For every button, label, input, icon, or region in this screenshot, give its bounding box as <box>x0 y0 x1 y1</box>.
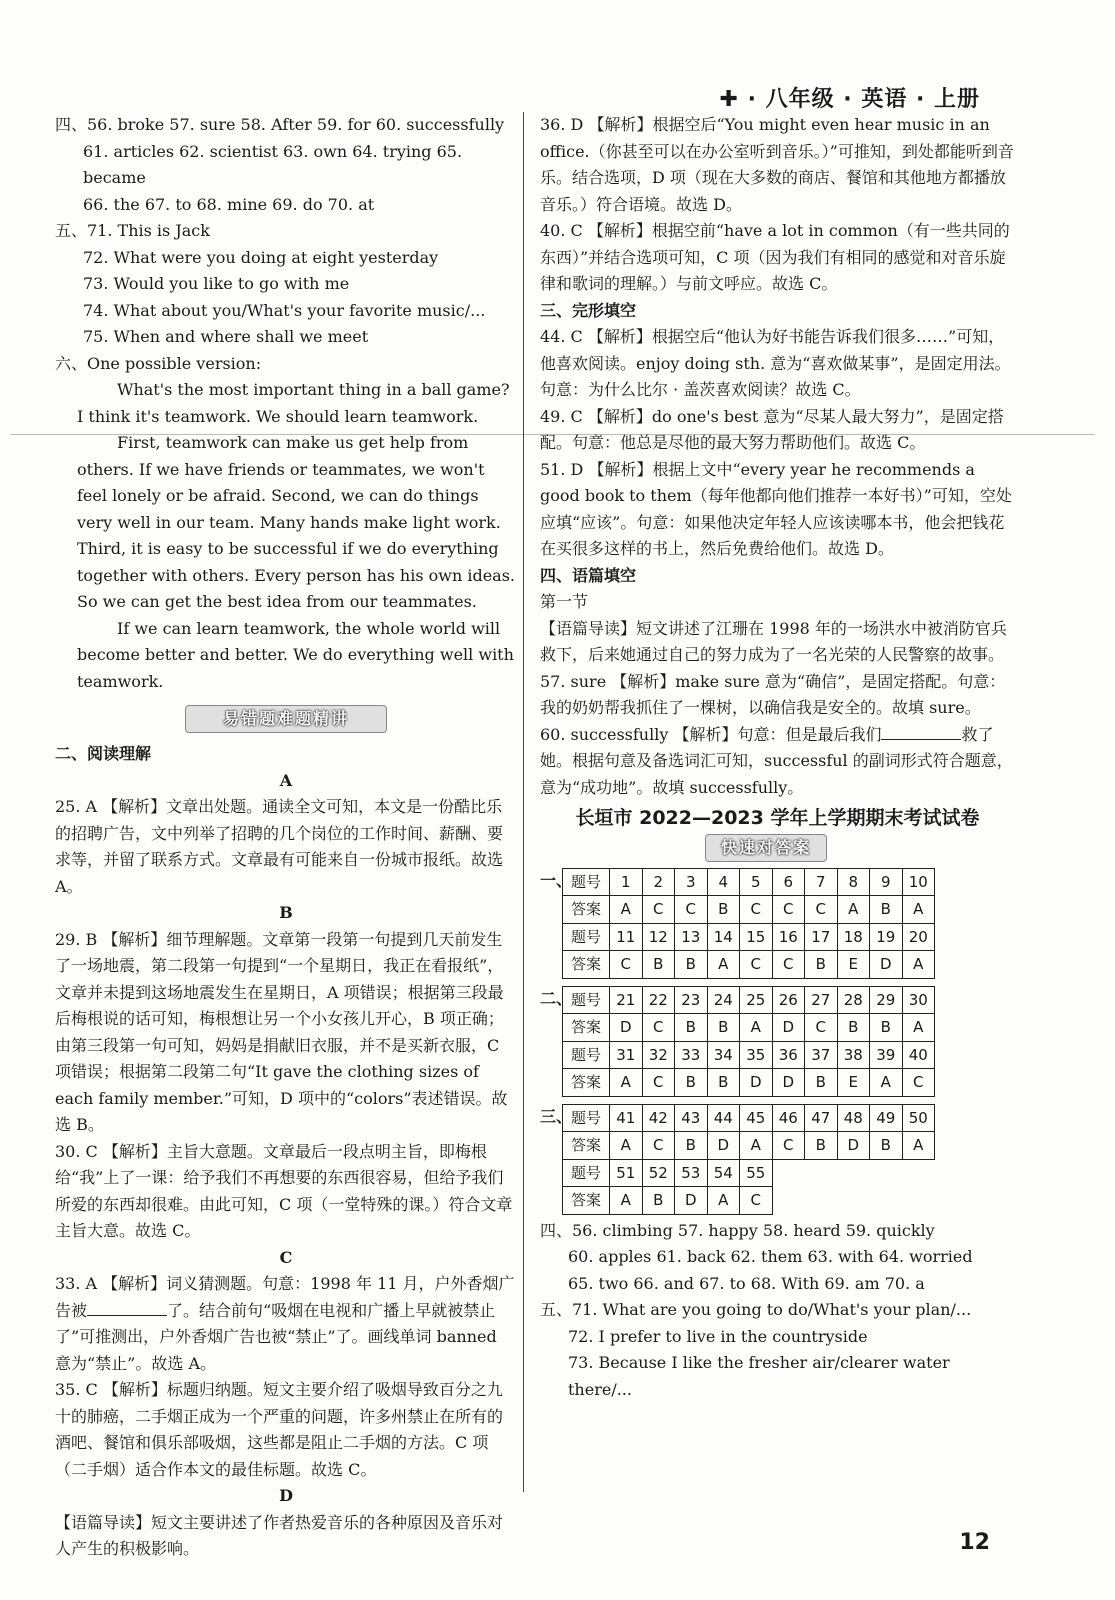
explanation-part: 救了她。根据句意及备选词汇可知，successful 的副词形式符合题意，意为“成功地”。故填 successfully。 <box>540 724 1013 797</box>
answer-table <box>562 868 935 979</box>
explanation: 57. sure 【解析】make sure 意为“确信”，是固定搭配。句意：我的奶奶帮我抓住了一棵树，以确信我是安全的。故填 sure。 <box>540 671 1006 717</box>
answer-line: 五、71. This is Jack <box>55 221 210 240</box>
answer-table <box>562 1104 935 1215</box>
answer-cell: C <box>675 896 708 924</box>
exam-title: 长垣市 2022—2023 学年上学期期末考试试卷 <box>575 807 980 829</box>
answer-line: 四、56. broke 57. sure 58. After 59. for 60. successfully <box>55 115 505 134</box>
answer-table <box>562 986 935 1097</box>
question-number-cell: 39 <box>870 1041 903 1069</box>
question-number-cell: 35 <box>740 1041 773 1069</box>
page-number: 12 <box>959 1530 990 1555</box>
answer-cell: E <box>837 1069 870 1097</box>
answer-cell: A <box>610 1069 643 1097</box>
answer-cell: B <box>675 1069 708 1097</box>
answer-cell: B <box>642 951 675 979</box>
explanation-part: 33. A 【解析】词义猜测题。句意：1998 年 11 月，户外香烟广告被 <box>55 1274 515 1320</box>
essay-paragraph: What's the most important thing in a ball game? I think it's teamwork. We should learn teamwork. <box>77 380 510 426</box>
question-number-cell: 30 <box>902 986 935 1014</box>
answer-line: 73. Because I like the fresher air/clearer water there/... <box>568 1353 950 1399</box>
question-number-cell: 36 <box>772 1041 805 1069</box>
question-number-cell: 34 <box>707 1041 740 1069</box>
answer-cell: C <box>740 1187 773 1215</box>
fill-blank <box>87 1301 167 1316</box>
row-label: 答案 <box>563 1132 610 1160</box>
passage-letter: B <box>279 903 293 922</box>
question-number-cell: 43 <box>675 1104 708 1132</box>
part-mark: 二、 <box>540 988 573 1008</box>
answer-cell: C <box>805 1014 838 1042</box>
explanation: 30. C 【解析】主旨大意题。文章最后一段点明主旨，即梅根给“我”上了一课：给予我们不再想要的东西很容易，但给予我们所爱的东西却很难。由此可知，C 项（一堂特殊的课。）符合文章主旨大意。故选 C。 <box>55 1141 513 1240</box>
answer-cell: D <box>837 1132 870 1160</box>
question-number-cell: 23 <box>675 986 708 1014</box>
answer-line: 66. the 67. to 68. mine 69. do 70. at <box>83 194 375 214</box>
answer-row <box>563 896 935 924</box>
question-number-cell: 40 <box>902 1041 935 1069</box>
section-title: 四、语篇填空 <box>540 565 637 585</box>
question-number-cell: 2 <box>642 868 675 896</box>
question-number-cell: 18 <box>837 923 870 951</box>
answer-line: 五、71. What are you going to do/What's your plan/... <box>540 1300 972 1319</box>
answer-cell: B <box>870 1014 903 1042</box>
answer-part-2 <box>540 986 1015 1100</box>
question-number-cell: 45 <box>740 1104 773 1132</box>
answer-cell: C <box>772 951 805 979</box>
question-number-cell: 3 <box>675 868 708 896</box>
explanation: 49. C 【解析】do one's best 意为“尽某人最大努力”，是固定搭配。句意：他总是尽他的最大努力帮助他们。故选 C。 <box>540 406 1004 452</box>
question-number-cell: 44 <box>707 1104 740 1132</box>
answer-line: 65. two 66. and 67. to 68. With 69. am 70. a <box>568 1273 925 1293</box>
answer-cell: B <box>837 1014 870 1042</box>
answer-cell: A <box>902 1014 935 1042</box>
answer-row <box>563 1187 935 1215</box>
answer-cell: A <box>870 1069 903 1097</box>
explanation <box>55 1271 517 1377</box>
answer-cell: C <box>805 896 838 924</box>
question-number-cell: 17 <box>805 923 838 951</box>
answer-row <box>563 1132 935 1160</box>
answer-line: 61. articles 62. scientist 63. own 64. trying 65. became <box>83 141 463 187</box>
explanation <box>540 722 1015 802</box>
answer-cell: A <box>610 1132 643 1160</box>
answer-line: 72. What were you doing at eight yesterday <box>83 247 439 267</box>
answer-cell: D <box>772 1069 805 1097</box>
question-number-cell: 31 <box>610 1041 643 1069</box>
row-label: 题号 <box>563 868 610 896</box>
question-number-cell: 51 <box>610 1159 643 1187</box>
subsection-title: 第一节 <box>540 592 589 611</box>
watermark-logo <box>905 1505 1105 1585</box>
question-number-cell: 47 <box>805 1104 838 1132</box>
answer-cell: A <box>740 1014 773 1042</box>
question-number-cell: 25 <box>740 986 773 1014</box>
question-number-cell: 27 <box>805 986 838 1014</box>
row-label: 答案 <box>563 1069 610 1097</box>
question-number-cell: 21 <box>610 986 643 1014</box>
answer-cell: B <box>707 1014 740 1042</box>
answer-cell: D <box>707 1132 740 1160</box>
answer-row <box>563 951 935 979</box>
row-label: 答案 <box>563 951 610 979</box>
explanation: 36. D 【解析】根据空后“You might even hear music in an office.（你甚至可以在办公室听到音乐。）”可推知，到处都能听到音乐。结合选项，D 项（现在大多数的商店、餐馆和其他地方都播放音乐。）符合语境。故选 D。 <box>540 115 1014 214</box>
question-number-cell: 28 <box>837 986 870 1014</box>
answer-cell: C <box>642 896 675 924</box>
question-number-cell: 41 <box>610 1104 643 1132</box>
answer-cell: A <box>610 896 643 924</box>
answer-cell: D <box>610 1014 643 1042</box>
question-number-cell: 53 <box>675 1159 708 1187</box>
answer-line: 72. I prefer to live in the countryside <box>568 1326 868 1346</box>
row-label: 题号 <box>563 1159 610 1187</box>
question-number-cell: 49 <box>870 1104 903 1132</box>
question-number-cell: 6 <box>772 868 805 896</box>
question-number-cell: 8 <box>837 868 870 896</box>
row-label: 题号 <box>563 986 610 1014</box>
left-column <box>55 112 517 1563</box>
answer-cell: B <box>805 951 838 979</box>
question-number-cell: 54 <box>707 1159 740 1187</box>
answer-cell: B <box>707 896 740 924</box>
answer-cell: B <box>870 896 903 924</box>
question-number-cell: 50 <box>902 1104 935 1132</box>
essay-paragraph: First, teamwork can make us get help from others. If we have friends or teammates, we won't feel lonely or be afraid. Second, we can do things very well in our team. Many hands make light work. Third, it is easy to be successful if we do everything together with others. Every person has his own ideas. So we can get the best idea from our teammates. <box>77 433 516 611</box>
question-number-row <box>563 1041 935 1069</box>
question-number-cell: 16 <box>772 923 805 951</box>
question-number-cell: 26 <box>772 986 805 1014</box>
part-mark: 一、 <box>540 870 573 890</box>
section-banner: 快速对答案 <box>705 834 827 862</box>
answer-cell: B <box>805 1069 838 1097</box>
row-label: 题号 <box>563 923 610 951</box>
passage-letter: D <box>279 1486 293 1505</box>
answer-cell: A <box>740 1132 773 1160</box>
page-header: ✚ · 八年级 · 英语 · 上册 <box>719 87 980 112</box>
row-label: 题号 <box>563 1104 610 1132</box>
answer-cell: C <box>902 1069 935 1097</box>
question-number-cell: 5 <box>740 868 773 896</box>
question-number-cell: 10 <box>902 868 935 896</box>
answer-cell: A <box>707 951 740 979</box>
question-number-row <box>563 1104 935 1132</box>
answer-cell: B <box>642 1187 675 1215</box>
answer-cell: C <box>642 1132 675 1160</box>
answer-cell: C <box>740 951 773 979</box>
explanation: 29. B 【解析】细节理解题。文章第一段第一句提到几天前发生了一场地震，第二段第一句提到“一个星期日，我正在看报纸”，文章并未提到这场地震发生在星期日，A 项错误；根据第三段最后梅根说的话可知，梅根想让另一个小女孩儿开心，B 项正确；由第三段第一句可知，妈妈是捐献旧衣服，并不是买新衣服，C 项错误；根据第二段第二句“It gave the clothing sizes of each family member.”可知，D 项中的“colors”表述错误。故选 B。 <box>55 929 508 1134</box>
answer-cell: C <box>642 1069 675 1097</box>
answer-line: 四、56. climbing 57. happy 58. heard 59. quickly <box>540 1220 935 1240</box>
answer-row <box>563 1069 935 1097</box>
explanation: 25. A 【解析】文章出处题。通读全文可知，本文是一份酷比乐的招聘广告，文中列举了招聘的几个岗位的工作时间、薪酬、要求等，并留了联系方式。文章最有可能来自一份城市报纸。故选 A。 <box>55 797 504 896</box>
answer-cell: A <box>902 951 935 979</box>
explanation-part: 了。结合前句“吸烟在电视和广播上早就被禁止了”可推测出，户外香烟广告也被“禁止”了。画线单词 banned 意为“禁止”。故选 A。 <box>55 1300 497 1373</box>
section-title: 二、阅读理解 <box>55 744 152 763</box>
answer-cell: D <box>870 951 903 979</box>
question-number-row <box>563 868 935 896</box>
answer-cell: C <box>772 1132 805 1160</box>
answer-cell: D <box>675 1187 708 1215</box>
passage-guide: 【语篇导读】短文讲述了江珊在 1998 年的一场洪水中被消防官兵救下，后来她通过自己的努力成为了一名光荣的人民警察的故事。 <box>540 618 1007 664</box>
row-label: 答案 <box>563 1187 610 1215</box>
explanation: 40. C 【解析】根据空前“have a lot in common（有一些共同的东西）”并结合选项可知，C 项（因为我们有相同的感觉和对音乐旋律和歌词的理解。）与前文呼应。故选 C。 <box>540 221 1010 293</box>
answer-cell: E <box>837 951 870 979</box>
explanation: 51. D 【解析】根据上文中“every year he recommends a good book to them（每年他都向他们推荐一本好书）”可知，空处应填“应该”。句意：如果他决定年轻人应该读哪本书，他会把钱花在买很多这样的书上，然后免费给他们。故选 D。 <box>540 459 1012 558</box>
answer-cell: B <box>805 1132 838 1160</box>
section-banner: 易错题难题精讲 <box>185 705 387 733</box>
answer-cell: B <box>675 1014 708 1042</box>
question-number-cell: 22 <box>642 986 675 1014</box>
fill-blank <box>881 725 961 740</box>
question-number-cell: 14 <box>707 923 740 951</box>
question-number-cell: 1 <box>610 868 643 896</box>
answer-cell: A <box>707 1187 740 1215</box>
answer-line: 73. Would you like to go with me <box>83 274 350 293</box>
answer-row <box>563 1014 935 1042</box>
essay-title: 六、One possible version: <box>55 353 262 373</box>
question-number-row <box>563 1159 935 1187</box>
answer-part-1 <box>540 868 1015 982</box>
answer-cell: C <box>772 896 805 924</box>
row-label: 答案 <box>563 896 610 924</box>
question-number-cell: 4 <box>707 868 740 896</box>
answer-cell: B <box>675 1132 708 1160</box>
answer-line: 60. apples 61. back 62. them 63. with 64. worried <box>568 1247 973 1266</box>
question-number-cell: 19 <box>870 923 903 951</box>
row-label: 答案 <box>563 1014 610 1042</box>
answer-cell: B <box>870 1132 903 1160</box>
column-divider <box>523 112 524 1492</box>
essay-paragraph: If we can learn teamwork, the whole world will become better and better. We do everything well with teamwork. <box>77 618 514 691</box>
section-title: 三、完形填空 <box>540 300 637 320</box>
answer-cell: C <box>642 1014 675 1042</box>
answer-cell: A <box>837 896 870 924</box>
explanation-part: 60. successfully 【解析】句意：但是最后我们 <box>540 724 882 744</box>
question-number-row <box>563 923 935 951</box>
question-number-cell: 11 <box>610 923 643 951</box>
question-number-cell: 12 <box>642 923 675 951</box>
answer-cell: D <box>772 1014 805 1042</box>
question-number-cell: 13 <box>675 923 708 951</box>
question-number-cell: 29 <box>870 986 903 1014</box>
answer-cell: C <box>740 896 773 924</box>
answer-cell: C <box>610 951 643 979</box>
question-number-cell: 7 <box>805 868 838 896</box>
passage-letter: A <box>279 770 293 790</box>
question-number-cell: 46 <box>772 1104 805 1132</box>
answer-cell: D <box>740 1069 773 1097</box>
answer-cell: A <box>902 1132 935 1160</box>
question-number-cell: 32 <box>642 1041 675 1069</box>
passage-guide: 【语篇导读】短文主要讲述了作者热爱音乐的各种原因及音乐对人产生的积极影响。 <box>55 1512 504 1558</box>
question-number-cell: 9 <box>870 868 903 896</box>
row-label: 题号 <box>563 1041 610 1069</box>
answer-cell: A <box>610 1187 643 1215</box>
question-number-cell: 55 <box>740 1159 773 1187</box>
question-number-cell: 37 <box>805 1041 838 1069</box>
question-number-cell: 15 <box>740 923 773 951</box>
question-number-cell: 48 <box>837 1104 870 1132</box>
part-mark: 三、 <box>540 1106 573 1126</box>
question-number-cell: 33 <box>675 1041 708 1069</box>
passage-letter: C <box>279 1247 293 1267</box>
question-number-row <box>563 986 935 1014</box>
answer-part-3 <box>540 1104 1015 1218</box>
answer-cell: B <box>675 951 708 979</box>
answer-line: 75. When and where shall we meet <box>83 327 369 346</box>
explanation: 44. C 【解析】根据空后“他认为好书能告诉我们很多……”可知，他喜欢阅读。enjoy doing sth. 意为“喜欢做某事”，是固定用法。句意：为什么比尔 · 盖茨喜欢阅读？故选 C。 <box>540 327 1011 399</box>
explanation: 35. C 【解析】标题归纳题。短文主要介绍了吸烟导致百分之九十的肺癌，二手烟正成为一个严重的问题，许多州禁止在所有的酒吧、餐馆和俱乐部吸烟，这些都是阻止二手烟的方法。C 项（二手烟）适合作本文的最佳标题。故选 C。 <box>55 1380 504 1479</box>
question-number-cell: 38 <box>837 1041 870 1069</box>
right-column <box>540 112 1015 1403</box>
question-number-cell: 52 <box>642 1159 675 1187</box>
answer-cell: A <box>902 896 935 924</box>
question-number-cell: 20 <box>902 923 935 951</box>
question-number-cell: 24 <box>707 986 740 1014</box>
answer-line: 74. What about you/What's your favorite music/... <box>83 300 486 320</box>
question-number-cell: 42 <box>642 1104 675 1132</box>
answer-cell: B <box>707 1069 740 1097</box>
